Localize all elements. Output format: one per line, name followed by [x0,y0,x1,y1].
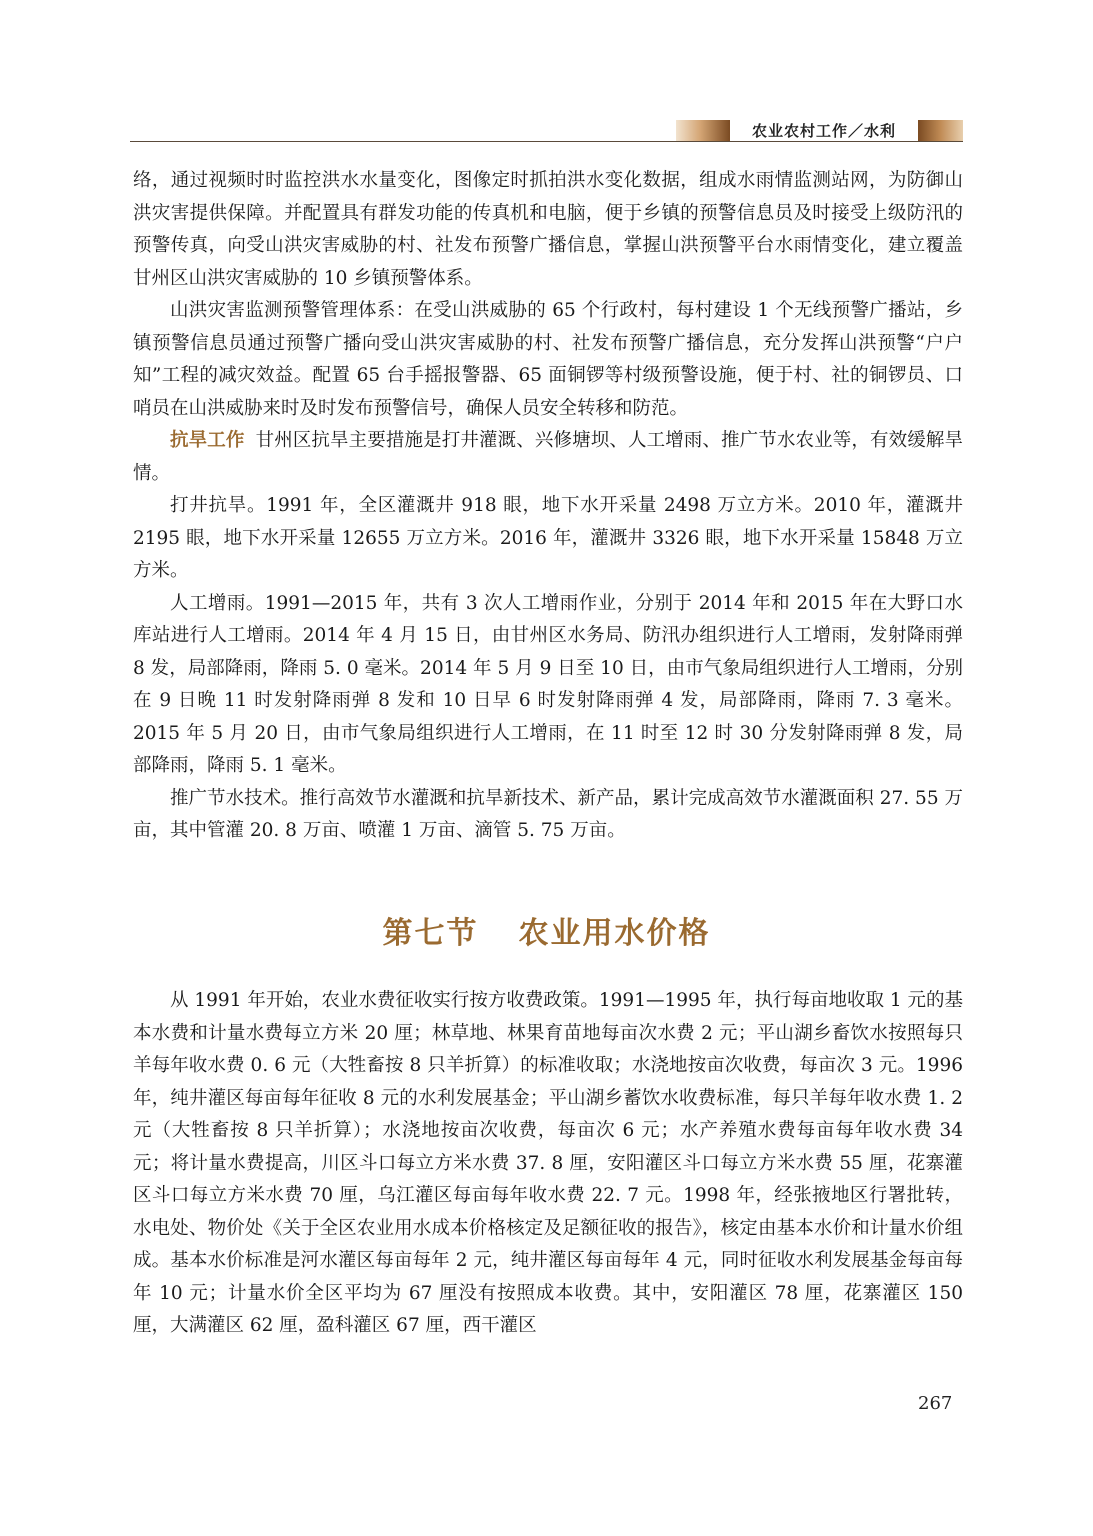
section-heading [0,908,1093,952]
header-decor-right [918,120,963,141]
running-header [676,120,963,141]
paragraph [133,425,963,490]
paragraph: 山洪灾害监测预警管理体系：在受山洪威胁的 65 个行政村，每村建设 1 个无线预警广播站，乡镇预警信息员通过预警广播向受山洪灾害威胁的村、社发布预警广播信息，充分发挥山洪预警“户户知”工程的减灾效益。配置 65 台手摇报警器、65 面铜锣等村级预警设施，便于村、社的铜锣员、口哨员在山洪威胁来时及时发布预警信号，确保人员安全转移和防范。 [133,300,963,419]
header-label: 农业农村工作／水利 [730,120,918,141]
page-number: 267 [918,1393,953,1414]
section-number: 第七节 [382,916,479,951]
paragraph: 从 1991 年开始，农业水费征收实行按方收费政策。1991—1995 年，执行每亩地收取 1 元的基本水费和计量水费每立方米 20 厘；林草地、林果育苗地每亩次水费 2 元；平山湖乡畜饮水按照每只羊每年收水费 0. 6 元（大牲畜按 8 只羊折算）的标准收取；水浇地按亩次收费，每亩次 3 元。1996 年，纯井灌区每亩每年征收 8 元的水利发展基金；平山湖乡蓄饮水收费标准，每只羊每年收水费 1. 2 元（大牲畜按 8 只羊折算）；水浇地按亩次收费，每亩次 6 元；水产养殖水费每亩每年收水费 34 元；将计量水费提高，川区斗口每立方米水费 37. 8 厘，安阳灌区斗口每立方米水费 55 厘，花寨灌区斗口每立方米水费 70 厘，乌江灌区每亩每年收水费 22. 7 元。1998 年，经张掖地区行署批转，水电处、物价处《关于全区农业用水成本价格核定及足额征收的报告》，核定由基本水价和计量水价组成。基本水价标准是河水灌区每亩每年 2 元，纯井灌区每亩每年 4 元，同时征收水利发展基金每亩每年 10 元；计量水价全区平均为 67 厘没有按照成本收费。其中，安阳灌区 78 厘，花寨灌区 150 厘，大满灌区 62 厘，盈科灌区 67 厘，西干灌区 [133,990,963,1336]
header-decor-left [676,120,730,141]
paragraph: 络，通过视频时时监控洪水水量变化，图像定时抓拍洪水变化数据，组成水雨情监测站网，为防御山洪灾害提供保障。并配置具有群发功能的传真机和电脑，便于乡镇的预警信息员及时接受上级防汛的预警传真，向受山洪灾害威胁的村、社发布预警广播信息，掌握山洪预警平台水雨情变化，建立覆盖甘州区山洪灾害威胁的 10 乡镇预警体系。 [133,170,963,289]
body-text-top [133,165,963,848]
paragraph-text: 甘州区抗旱主要措施是打井灌溉、兴修塘坝、人工增雨、推广节水农业等，有效缓解旱情。 [133,430,963,484]
topic-term: 抗旱工作 [170,430,245,451]
body-text-bottom [133,985,963,1343]
section-title: 农业用水价格 [518,916,711,951]
header-rule [130,141,963,142]
paragraph: 人工增雨。1991—2015 年，共有 3 次人工增雨作业，分别于 2014 年和 2015 年在大野口水库站进行人工增雨。2014 年 4 月 15 日，由甘州区水务局、防汛办组织进行人工增雨，发射降雨弹 8 发，局部降雨，降雨 5. 0 毫米。2014 年 5 月 9 日至 10 日，由市气象局组织进行人工增雨，分别在 9 日晚 11 时发射降雨弹 8 发和 10 日早 6 时发射降雨弹 4 发，局部降雨，降雨 7. 3 毫米。2015 年 5 月 20 日，由市气象局组织进行人工增雨，在 11 时至 12 时 30 分发射降雨弹 8 发，局部降雨，降雨 5. 1 毫米。 [133,592,963,776]
paragraph: 推广节水技术。推行高效节水灌溉和抗旱新技术、新产品，累计完成高效节水灌溉面积 27. 55 万亩，其中管灌 20. 8 万亩、喷灌 1 万亩、滴管 5. 75 万亩。 [133,787,963,841]
paragraph: 打井抗旱。1991 年，全区灌溉井 918 眼，地下水开采量 2498 万立方米。2010 年，灌溉井 2195 眼，地下水开采量 12655 万立方米。2016 年，灌溉井 3326 眼，地下水开采量 15848 万立方米。 [133,495,963,581]
